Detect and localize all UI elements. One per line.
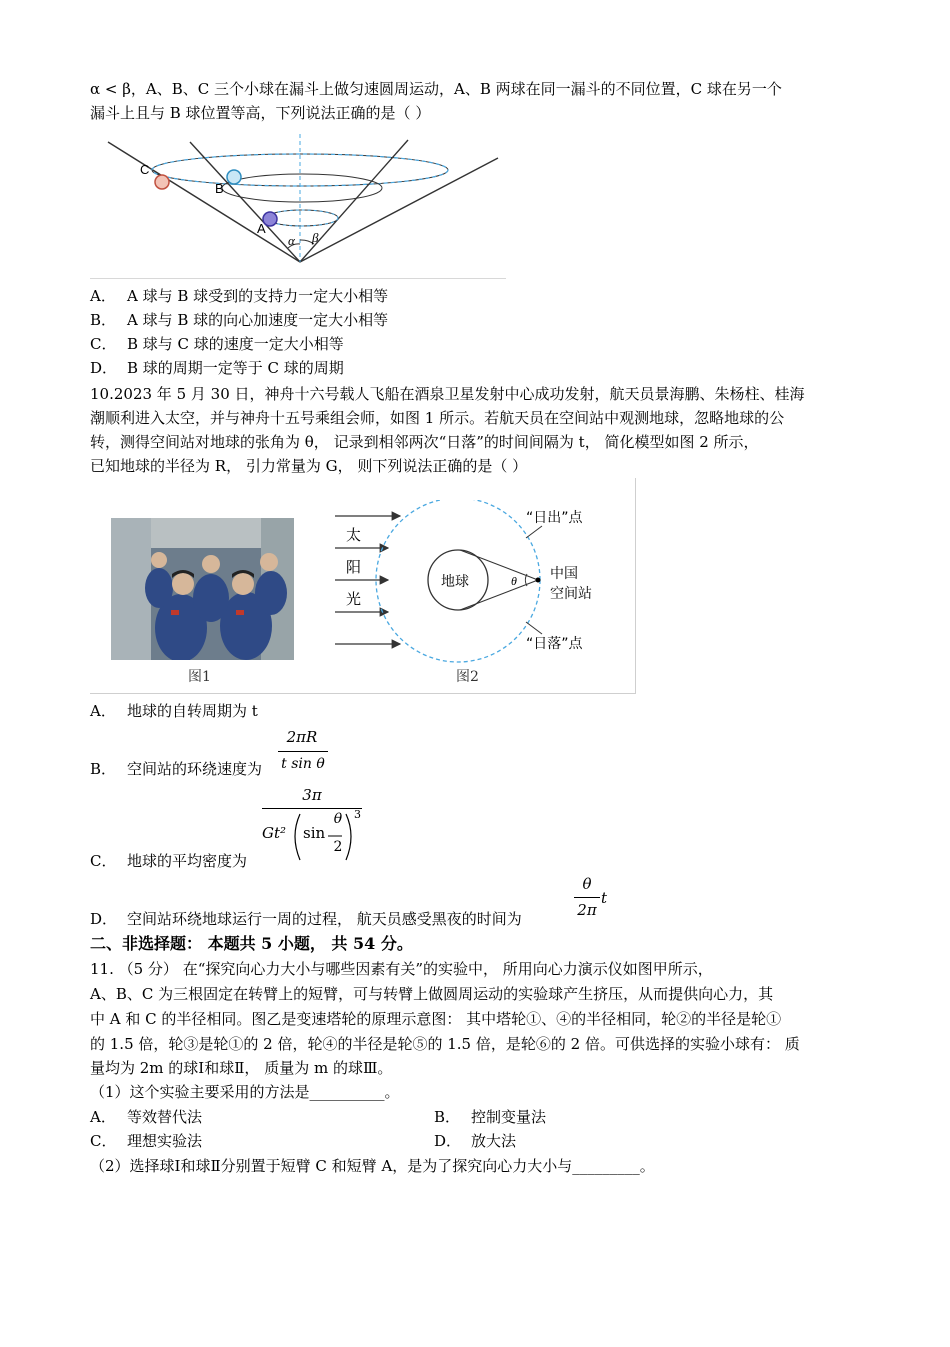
option-c-power: 3 xyxy=(354,808,361,821)
sunlight-label-1: 太 xyxy=(346,526,362,544)
ball-b xyxy=(227,170,241,184)
q11-sub2: （2）选择球Ⅰ和球Ⅱ分别置于短臂 C 和短臂 A，是为了探究向心力大小与_________。 xyxy=(90,1157,655,1175)
option-b-numerator: 2πR xyxy=(286,728,318,746)
label-alpha: α xyxy=(288,233,295,248)
option-c-inner-den: 2 xyxy=(333,839,343,855)
q10-option-d[interactable]: D． 空间站环绕地球运行一周的过程， 航天员感受黑夜的时间为 xyxy=(90,910,522,928)
q9-option-d[interactable]: D． B 球的周期一定等于 C 球的周期 xyxy=(90,359,344,377)
station-label-2: 空间站 xyxy=(550,586,592,602)
q11-stem-line5: 量均为 2m 的球Ⅰ和球Ⅱ， 质量为 m 的球Ⅲ。 xyxy=(90,1059,393,1077)
label-beta: β xyxy=(312,230,319,245)
q11-sub1: （1）这个实验主要采用的方法是__________。 xyxy=(90,1083,400,1101)
option-d-fraction-bar xyxy=(574,897,600,898)
q11-stem-line3: 中 A 和 C 的半径相同。图乙是变速塔轮的原理示意图： 其中塔轮①、④的半径相同，轮②的半径是轮① xyxy=(90,1010,782,1028)
q11-option-d[interactable]: D． 放大法 xyxy=(434,1132,517,1150)
q9-option-a[interactable]: A． A 球与 B 球受到的支持力一定大小相等 xyxy=(90,287,389,305)
q11-stem-line1: 11. （5 分） 在“探究向心力大小与哪些因素有关”的实验中， 所用向心力演示仪如图甲所示， xyxy=(90,960,713,978)
sunlight-label-2: 阳 xyxy=(346,558,362,576)
station-label-1: 中国 xyxy=(550,566,578,582)
option-c-sin: sin xyxy=(303,824,326,842)
q11-option-a[interactable]: A． 等效替代法 xyxy=(90,1108,203,1126)
q9-option-b[interactable]: B． A 球与 B 球的向心加速度一定大小相等 xyxy=(90,311,389,329)
sunlight-label-3: 光 xyxy=(346,590,362,608)
option-c-inner-num: θ xyxy=(333,811,343,827)
q10-option-b[interactable]: B． 空间站的环绕速度为 xyxy=(90,760,263,778)
option-d-numerator: θ xyxy=(582,875,592,893)
sunset-label: “日落”点 xyxy=(526,636,583,652)
label-a: A xyxy=(257,221,266,236)
ball-c xyxy=(155,175,169,189)
option-c-den-gt2: Gt² xyxy=(262,824,287,842)
option-c-paren xyxy=(290,810,362,864)
q9-option-c[interactable]: C． B 球与 C 球的速度一定大小相等 xyxy=(90,335,344,353)
label-c: C xyxy=(140,162,150,177)
q10-stem-line1: 10.2023 年 5 月 30 日，神舟十六号载人飞船在酒泉卫星发射中心成功发射，航天员景海鹏、朱杨柱、桂海 xyxy=(90,385,805,403)
orbit-diagram xyxy=(330,500,630,670)
option-c-fraction-bar xyxy=(262,808,362,809)
figure-divider xyxy=(90,278,506,279)
option-c-numerator: 3π xyxy=(302,786,322,804)
q11-option-c[interactable]: C． 理想实验法 xyxy=(90,1132,203,1150)
funnel-figure xyxy=(90,130,510,280)
q10-stem-line4: 已知地球的半径为 R， 引力常量为 G， 则下列说法正确的是（ ） xyxy=(90,457,528,475)
q11-stem-line4: 的 1.5 倍，轮③是轮①的 2 倍，轮④的半径是轮⑤的 1.5 倍，是轮⑥的 2 倍。可供选择的实验小球有： 质 xyxy=(90,1035,800,1053)
sunrise-label: “日出”点 xyxy=(526,510,583,526)
option-b-fraction-bar xyxy=(278,751,328,752)
section-heading: 二、非选择题： 本题共 5 小题， 共 54 分。 xyxy=(90,934,413,953)
q10-stem-line2: 潮顺利进入太空，并与神舟十五号乘组会师，如图 1 所示。若航天员在空间站中观测地球，忽略地球的公 xyxy=(90,409,785,427)
option-d-denominator: 2π xyxy=(577,901,597,919)
theta-label: θ xyxy=(511,574,517,588)
option-b-denominator: t sin θ xyxy=(281,756,325,772)
option-d-tail: t xyxy=(601,889,608,907)
earth-label: 地球 xyxy=(441,574,469,590)
q9-stem-line1: α < β，A、B、C 三个小球在漏斗上做匀速圆周运动，A、B 两球在同一漏斗的不同位置，C 球在另一个 xyxy=(90,80,782,98)
astronauts-photo xyxy=(111,518,294,660)
label-b: B xyxy=(215,181,224,196)
fig1-caption: 图1 xyxy=(188,669,211,685)
q10-option-a[interactable]: A． 地球的自转周期为 t xyxy=(90,702,258,720)
q11-stem-line2: A、B、C 为三根固定在转臂上的短臂，可与转臂上做圆周运动的实验球产生挤压，从而提供向心力，其 xyxy=(90,985,774,1003)
q11-option-b[interactable]: B． 控制变量法 xyxy=(434,1108,547,1126)
q10-stem-line3: 转，测得空间站对地球的张角为 θ， 记录到相邻两次“日落”的时间间隔为 t， 简化模型如图 2 所示， xyxy=(90,433,759,451)
q10-option-c[interactable]: C． 地球的平均密度为 xyxy=(90,852,248,870)
fig2-caption: 图2 xyxy=(456,669,479,685)
q9-stem-line2: 漏斗上且与 B 球位置等高，下列说法正确的是（ ） xyxy=(90,104,431,122)
